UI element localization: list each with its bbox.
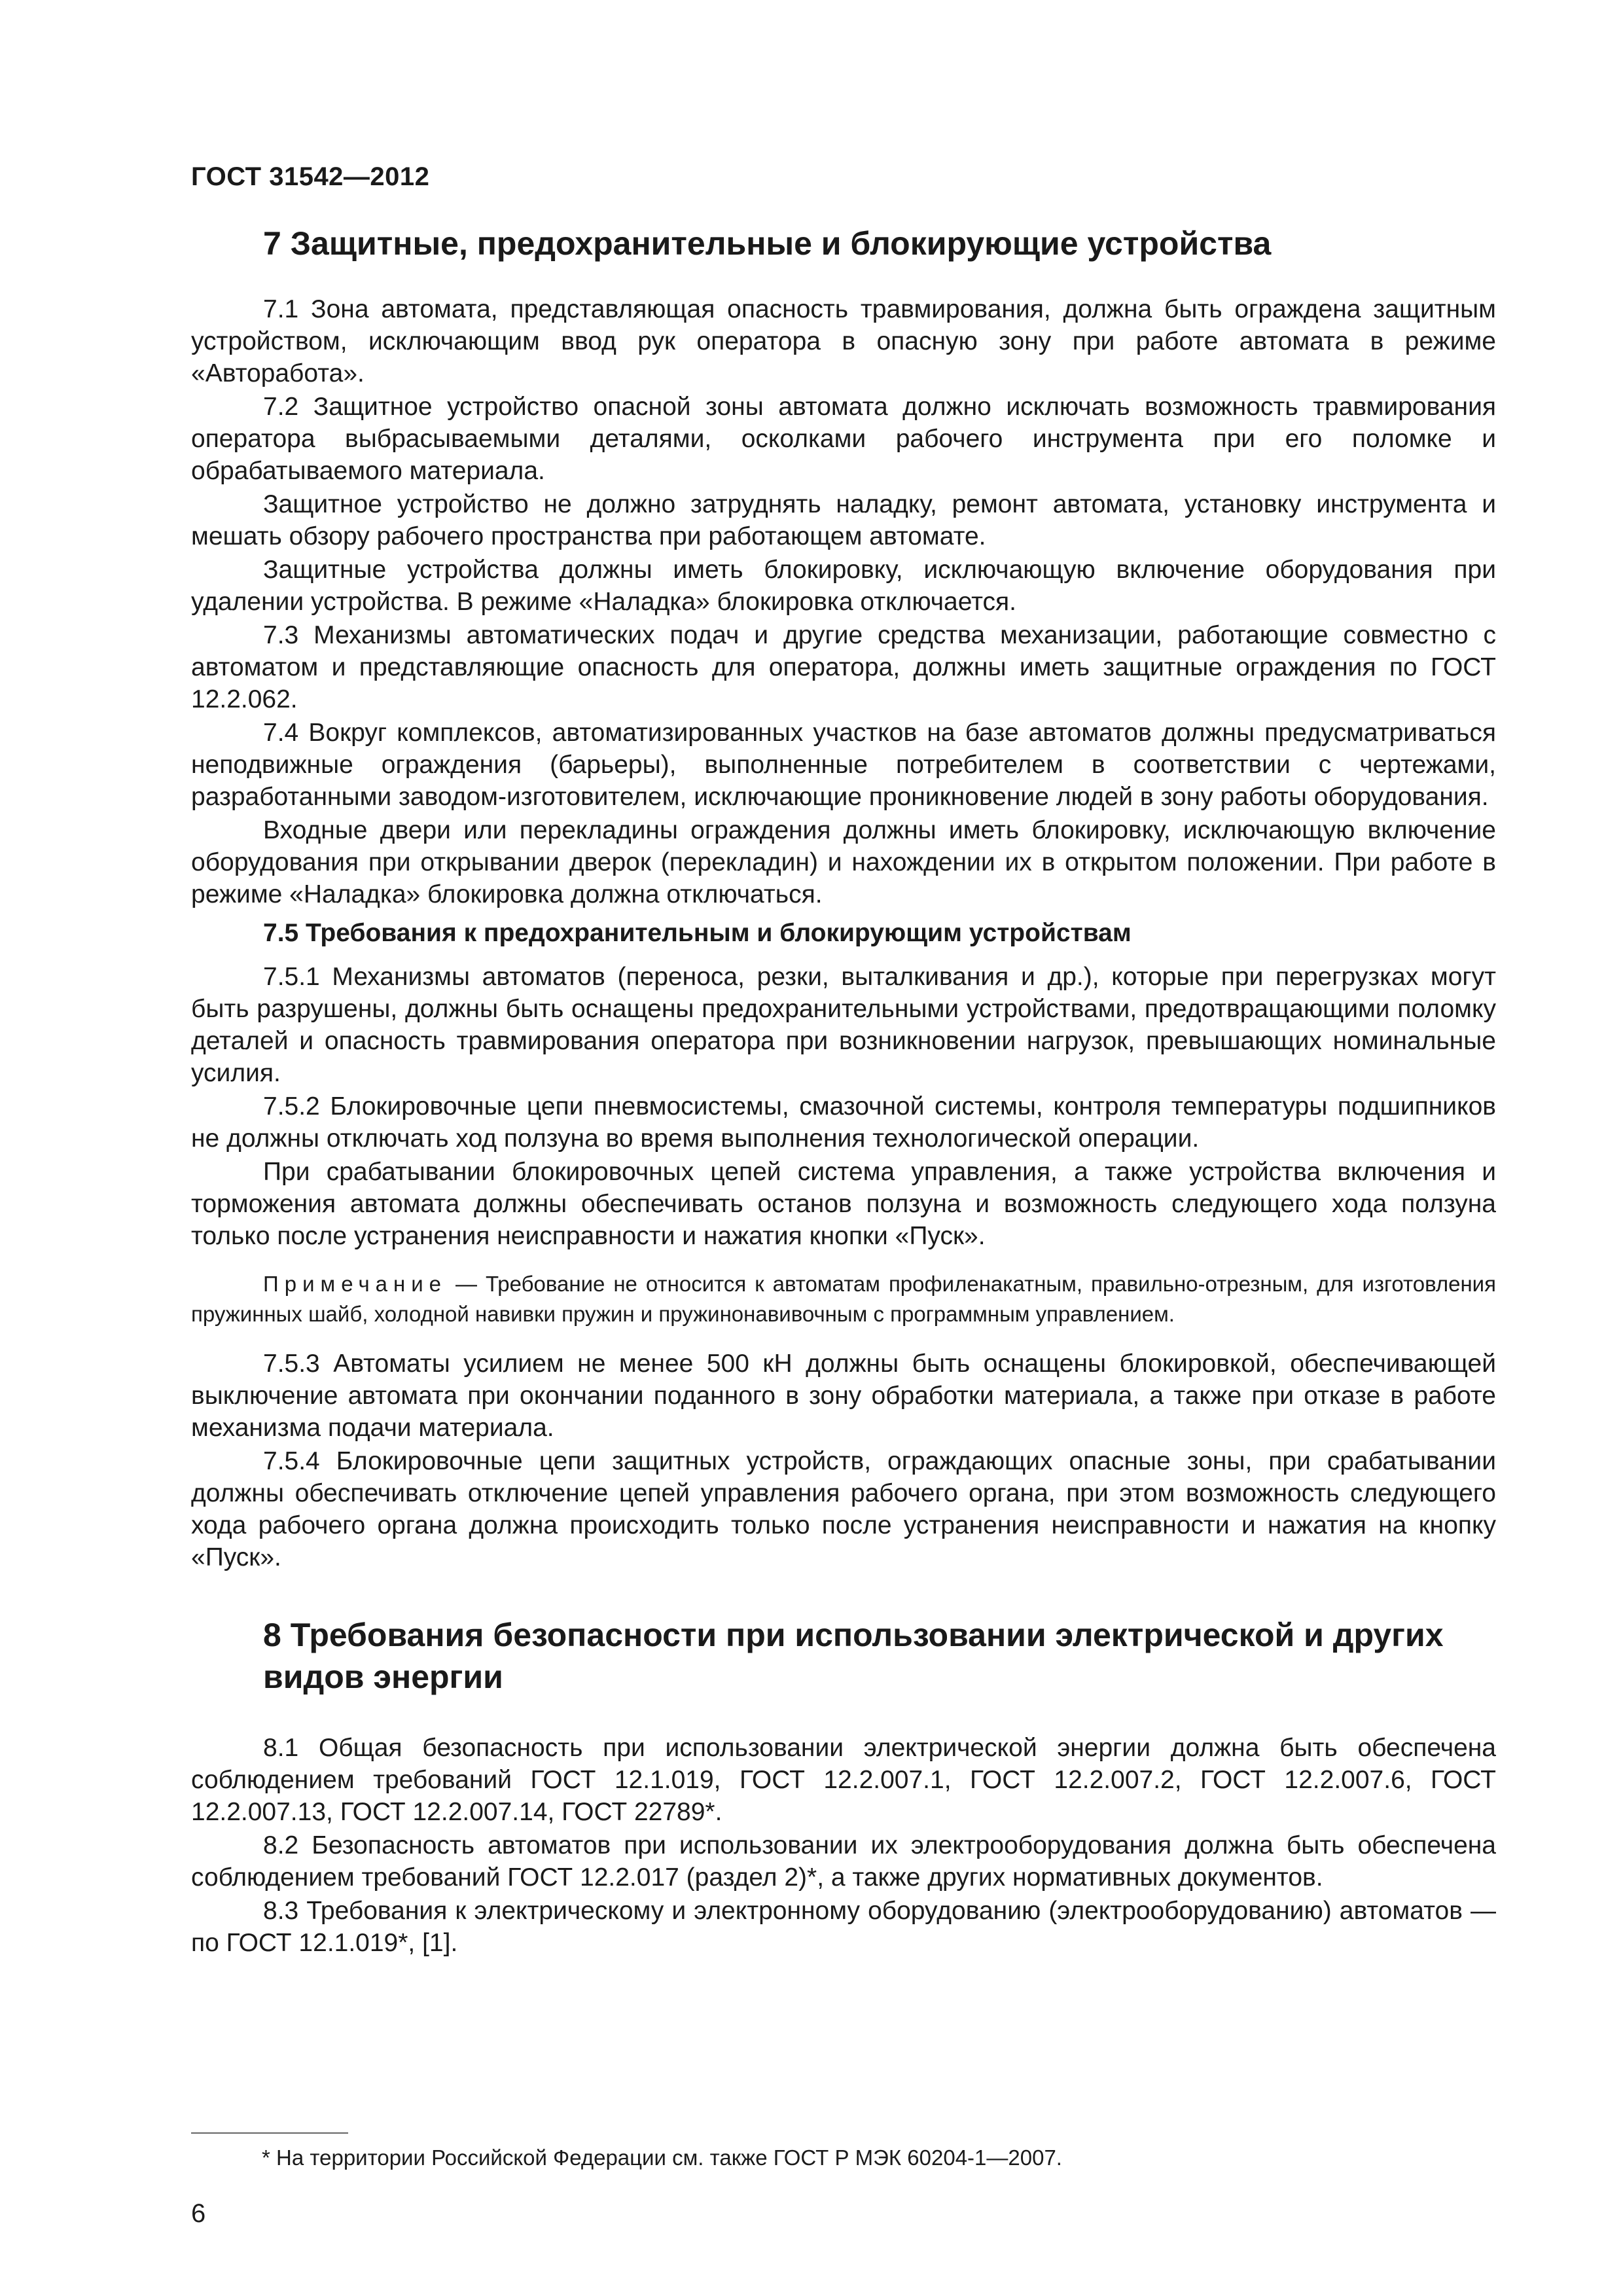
document-code-header: ГОСТ 31542—2012	[191, 162, 430, 191]
note-text: — Требование не относится к автоматам профиленакатным, правильно-отрезным, для изготовления пружинных шайб, холодной навивки пружин и пружинонавивочным с программным управлением.	[191, 1272, 1496, 1326]
paragraph-7-2: 7.2 Защитное устройство опасной зоны автомата должно исключать возможность травмирования оператора выбрасываемыми деталями, осколками рабочего инструмента при его поломке и обрабатываемого материала.	[191, 393, 1496, 485]
paragraph-7-5-3: 7.5.3 Автоматы усилием не менее 500 кН должны быть оснащены блокировкой, обеспечивающей выключение автомата при окончании поданного в зону обработки материала, а также при отказе в работе механизма подачи материала.	[191, 1350, 1496, 1442]
page-content	[191, 223, 1496, 1960]
note-block	[191, 1269, 1496, 1329]
paragraph-7-4-cont: Входные двери или перекладины ограждения должны иметь блокировку, исключающую включение оборудования при открывании дверок (перекладин) и нахождении их в открытом положении. При работе в режиме «Наладка» блокировка должна отключаться.	[191, 816, 1496, 908]
footnote: * На территории Российской Федерации см. также ГОСТ Р МЭК 60204-1—2007.	[262, 2145, 1062, 2170]
footnote-divider	[191, 2132, 348, 2134]
section-7-title: 7 Защитные, предохранительные и блокирующие устройства	[263, 225, 1272, 262]
paragraph-7-1: 7.1 Зона автомата, представляющая опасность травмирования, должна быть ограждена защитным устройством, исключающим ввод рук оператора в опасную зону при работе автомата в режиме «Авторабота».	[191, 295, 1496, 387]
note-label: Примечание	[263, 1272, 448, 1296]
paragraph-8-2: 8.2 Безопасность автоматов при использовании их электрооборудования должна быть обеспечена соблюдением требований ГОСТ 12.2.017 (раздел 2)*, а также других нормативных документов.	[191, 1831, 1496, 1892]
paragraph-7-5-2-cont: При срабатывании блокировочных цепей система управления, а также устройства включения и торможения автомата должны обеспечивать останов ползуна и возможность следующего хода ползуна только после устранения неисправности и нажатия кнопки «Пуск».	[191, 1158, 1496, 1250]
subsection-7-5-title: 7.5 Требования к предохранительным и блокирующим устройствам	[263, 919, 1132, 947]
paragraph-7-5-2: 7.5.2 Блокировочные цепи пневмосистемы, смазочной системы, контроля температуры подшипников не должны отключать ход ползуна во время выполнения технологической операции.	[191, 1092, 1496, 1153]
paragraph-7-3: 7.3 Механизмы автоматических подач и другие средства механизации, работающие совместно с автоматом и представляющие опасность для оператора, должны иметь защитные ограждения по ГОСТ 12.2.062.	[191, 621, 1496, 713]
paragraph-8-1: 8.1 Общая безопасность при использовании электрической энергии должна быть обеспечена соблюдением требований ГОСТ 12.1.019, ГОСТ 12.2.007.1, ГОСТ 12.2.007.2, ГОСТ 12.2.007.6, ГОСТ 12.2.007.13, ГОСТ 12.2.007.14, ГОСТ 22789*.	[191, 1734, 1496, 1826]
page-number: 6	[191, 2199, 206, 2228]
paragraph-7-5-4: 7.5.4 Блокировочные цепи защитных устройств, ограждающих опасные зоны, при срабатывании должны обеспечивать отключение цепей управления рабочего органа, при этом возможность следующего хода рабочего органа должна происходить только после устранения неисправности и нажатия на кнопку «Пуск».	[191, 1447, 1496, 1571]
paragraph-8-3: 8.3 Требования к электрическому и электронному оборудованию (электрооборудованию) автоматов — по ГОСТ 12.1.019*, [1].	[191, 1897, 1496, 1957]
paragraph-7-5-1: 7.5.1 Механизмы автоматов (переноса, резки, выталкивания и др.), которые при перегрузках могут быть разрушены, должны быть оснащены предохранительными устройствами, предотвращающими поломку деталей и опасность травмирования оператора при возникновении нагрузок, превышающих номинальные усилия.	[191, 963, 1496, 1087]
paragraph-7-2-cont-1: Защитное устройство не должно затруднять наладку, ремонт автомата, установку инструмента и мешать обзору рабочего пространства при работающем автомате.	[191, 490, 1496, 550]
paragraph-7-2-cont-2: Защитные устройства должны иметь блокировку, исключающую включение оборудования при удалении устройства. В режиме «Наладка» блокировка отключается.	[191, 556, 1496, 616]
section-8-title: 8 Требования безопасности при использовании электрической и других видов энергии	[263, 1617, 1444, 1695]
paragraph-7-4: 7.4 Вокруг комплексов, автоматизированных участков на базе автоматов должны предусматриваться неподвижные ограждения (барьеры), выполненные потребителем в соответствии с чертежами, разработанными заводом-изготовителем, исключающие проникновение людей в зону работы оборудования.	[191, 719, 1496, 811]
